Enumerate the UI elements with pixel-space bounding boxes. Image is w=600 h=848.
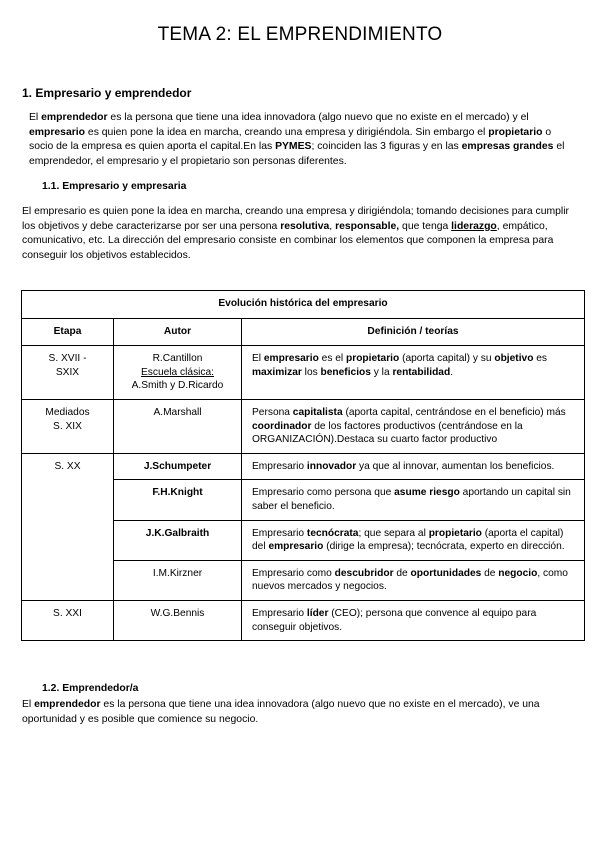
- table-row: [22, 600, 585, 640]
- cell-autor: J.Schumpeter: [114, 453, 242, 480]
- cell-definicion: Empresario líder (CEO); persona que convence al equipo para conseguir objetivos.: [242, 600, 585, 640]
- cell-etapa: S. XXI: [22, 600, 114, 640]
- paragraph-empresario-emprendedor: El emprendedor es la persona que tiene una idea innovadora (algo nuevo que no existe en el mercado) y el empresario es quien pone la idea en marcha, creando una empresa y dirigiéndola. Sin embargo el propietario o socio de la empresa es quien aporta el capital.En las PYMES; coinciden las 3 figuras y en las empresas grandes el emprendedor, el empresario y el propietario son personas diferentes.: [29, 112, 565, 167]
- cell-autor: W.G.Bennis: [114, 600, 242, 640]
- header-definicion: Definición / teorías: [242, 318, 585, 346]
- paragraph-emprendedor: El emprendedor es la persona que tiene una idea innovadora (algo nuevo que no existe en el mercado), ve una oportunidad y es posible que comience su negocio.: [22, 699, 540, 725]
- evolution-table: [21, 290, 585, 641]
- cell-autor: J.K.Galbraith: [114, 520, 242, 560]
- table-header-row: [22, 318, 585, 346]
- cell-autor: F.H.Knight: [114, 480, 242, 520]
- cell-definicion: Empresario tecnócrata; que separa al propietario (aporta el capital) del empresario (dirige la empresa); tecnócrata, experto en dirección.: [242, 520, 585, 560]
- cell-definicion: El empresario es el propietario (aporta capital) y su objetivo es maximizar los beneficios y la rentabilidad.: [242, 346, 585, 400]
- header-autor: Autor: [114, 318, 242, 346]
- paragraph-empresario-empresaria: El empresario es quien pone la idea en marcha, creando una empresa y dirigiéndola; tomando decisiones para cumplir los objetivos y debe caracterizarse por ser una persona resolutiva, responsable, que tenga liderazgo, empático, comunicativo, etc. La dirección del empresario consiste en combinar los elementos que componen la empresa para conseguir los objetivos establecidos.: [22, 206, 569, 261]
- table-body: [22, 346, 585, 641]
- table-row: [22, 346, 585, 400]
- table-caption: Evolución histórica del empresario: [22, 291, 585, 319]
- table-row: [22, 453, 585, 480]
- cell-etapa: S. XX: [22, 453, 114, 600]
- table-row: [22, 399, 585, 453]
- cell-autor: I.M.Kirzner: [114, 560, 242, 600]
- section-heading-empresario-emprendedor: 1. Empresario y emprendedor: [22, 86, 192, 100]
- cell-etapa: Mediados S. XIX: [22, 399, 114, 453]
- header-etapa: Etapa: [22, 318, 114, 346]
- cell-etapa: S. XVII - SXIX: [22, 346, 114, 400]
- cell-autor: R.Cantillon Escuela clásica: A.Smith y D.Ricardo: [114, 346, 242, 400]
- cell-definicion: Empresario innovador ya que al innovar, aumentan los beneficios.: [242, 453, 585, 480]
- subsection-heading-emprendedor: 1.2. Emprendedor/a: [42, 683, 139, 694]
- cell-definicion: Empresario como persona que asume riesgo aportando un capital sin saber el beneficio.: [242, 480, 585, 520]
- subsection-heading-empresario-empresaria: 1.1. Empresario y empresaria: [42, 181, 187, 192]
- cell-definicion: Empresario como descubridor de oportunidades de negocio, como nuevos mercados y negocios.: [242, 560, 585, 600]
- cell-autor: A.Marshall: [114, 399, 242, 453]
- document-title: TEMA 2: EL EMPRENDIMIENTO: [157, 24, 443, 45]
- cell-definicion: Persona capitalista (aporta capital, centrándose en el beneficio) más coordinador de los factores productivos (centrándose en la ORGANIZACIÓN).Destaca su cuarto factor productivo: [242, 399, 585, 453]
- table-caption-row: [22, 291, 585, 319]
